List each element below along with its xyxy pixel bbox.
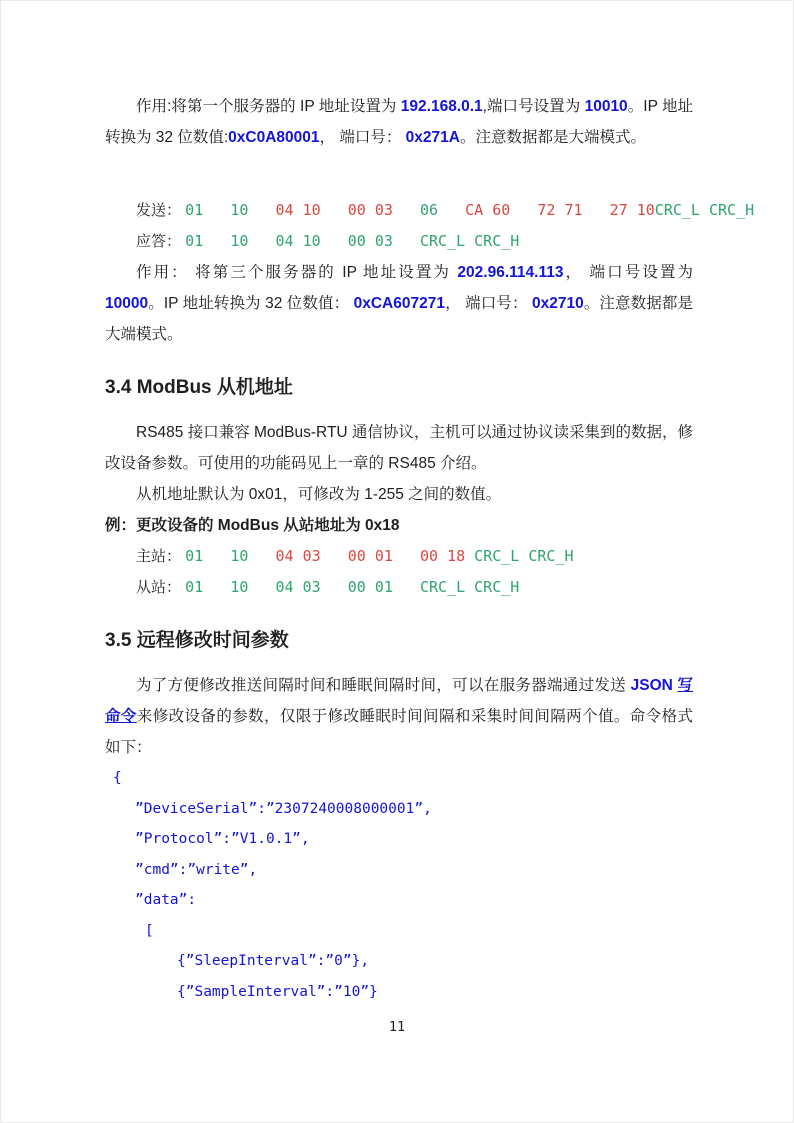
- json-code-line: [105, 946, 693, 977]
- json-code-line: [105, 885, 693, 916]
- text-segment: 作用:将第一个服务器的 IP 地址设置为: [136, 98, 401, 115]
- text-segment: ”data”:: [135, 892, 197, 908]
- text-segment: 192.168.0.1: [400, 98, 483, 115]
- text-segment: 06: [419, 201, 466, 219]
- text-segment: 。IP 地址转换为 32 位数值:: [105, 98, 694, 146]
- section-heading: [105, 372, 693, 403]
- json-code-line: [105, 916, 693, 947]
- text-segment: 。IP 地址转换为 32 位数值：: [148, 295, 354, 312]
- hex-frame-line: [105, 572, 693, 603]
- text-segment: 0xC0A80001: [228, 129, 320, 146]
- text-segment: {: [113, 770, 122, 786]
- text-segment: 01 10 04 10 00 03 CRC_L CRC_H: [185, 232, 520, 250]
- hex-line-label: 发送：: [136, 202, 186, 219]
- text-segment: 为了方便修改推送间隔时间和睡眠间隔时间，可以在服务器端通过发送: [136, 677, 631, 694]
- hex-frame-line: [105, 226, 693, 257]
- text-segment: [: [145, 922, 154, 939]
- json-code-line: [105, 824, 693, 855]
- text-segment: 04 10 00 03: [275, 201, 420, 219]
- text-segment: 10000: [105, 295, 149, 312]
- json-code-line: [105, 763, 693, 794]
- text-segment: CRC_L CRC_H: [654, 201, 755, 219]
- text-segment: 从机地址默认为 0x01，可修改为 1-255 之间的数值。: [136, 486, 502, 503]
- paragraph: [105, 257, 693, 350]
- json-code-line: [105, 977, 693, 1008]
- text-segment: 例：更改设备的 ModBus 从站地址为 0x18: [105, 517, 400, 534]
- text-segment: CA 60 72 71 27 10: [465, 201, 655, 219]
- text-segment: 3.5 远程修改时间参数: [105, 630, 289, 651]
- text-segment: 作用： 将第三个服务器的 IP 地址设置为: [136, 264, 458, 281]
- hex-line-label: 从站：: [136, 579, 186, 596]
- example-label: [105, 510, 693, 541]
- text-segment: 来修改设备的参数，仅限于修改睡眠时间间隔和采集时间间隔两个值。命令格式如下：: [105, 708, 693, 756]
- hex-frame-line: [105, 195, 755, 226]
- text-segment: ”cmd”:”write”,: [135, 861, 258, 878]
- text-segment: 0x271A: [405, 129, 460, 146]
- text-segment: RS485 接口兼容 ModBus-RTU 通信协议，主机可以通过协议读采集到的数据，修改设备参数。可使用的功能码见上一章的 RS485 介绍。: [105, 424, 693, 472]
- text-segment: 04 03 00 01 00 18: [275, 547, 475, 565]
- paragraph: [105, 479, 693, 510]
- text-segment: 01 10: [185, 547, 276, 565]
- paragraph: [105, 417, 693, 479]
- text-segment: 0x2710: [531, 295, 584, 312]
- blank-line: [105, 153, 693, 195]
- text-segment: 。注意数据都是大端模式。: [105, 295, 693, 343]
- text-segment: ”Protocol”:”V1.0.1”,: [135, 831, 310, 847]
- text-segment: 。注意数据都是大端模式。: [459, 129, 646, 146]
- text-segment: 0xCA607271: [353, 295, 445, 312]
- text-segment: 01 10 04 03 00 01 CRC_L CRC_H: [185, 578, 520, 596]
- text-segment: {”SampleInterval”:”10”}: [177, 983, 378, 1000]
- text-segment: CRC_L CRC_H: [474, 547, 574, 565]
- page-number: 11: [388, 1019, 406, 1035]
- text-segment: ， 端口号：: [319, 129, 406, 146]
- text-segment: {”SleepInterval”:”0”},: [177, 953, 370, 969]
- text-segment: ,端口号设置为: [482, 98, 585, 115]
- text-segment: 3.4 ModBus 从机地址: [105, 377, 293, 398]
- text-segment: ， 端口号：: [444, 295, 532, 312]
- text-segment: 01 10: [185, 201, 276, 219]
- text-segment: ”DeviceSerial”:”2307240008000001”,: [135, 800, 432, 817]
- hex-line-label: 应答：: [136, 233, 186, 250]
- section-heading: [105, 625, 693, 656]
- json-code-line: [105, 855, 693, 886]
- document-body: [105, 91, 755, 1007]
- text-segment: ， 端口号设置为: [563, 264, 694, 281]
- text-segment: 202.96.114.113: [457, 264, 564, 281]
- text-segment: 写命令: [105, 677, 694, 725]
- text-segment: 10010: [584, 98, 628, 115]
- paragraph: [105, 91, 693, 153]
- text-segment: JSON: [630, 677, 678, 694]
- json-code-line: [105, 794, 693, 825]
- paragraph: [105, 670, 693, 763]
- hex-frame-line: [105, 541, 693, 572]
- hex-line-label: 主站：: [136, 548, 186, 565]
